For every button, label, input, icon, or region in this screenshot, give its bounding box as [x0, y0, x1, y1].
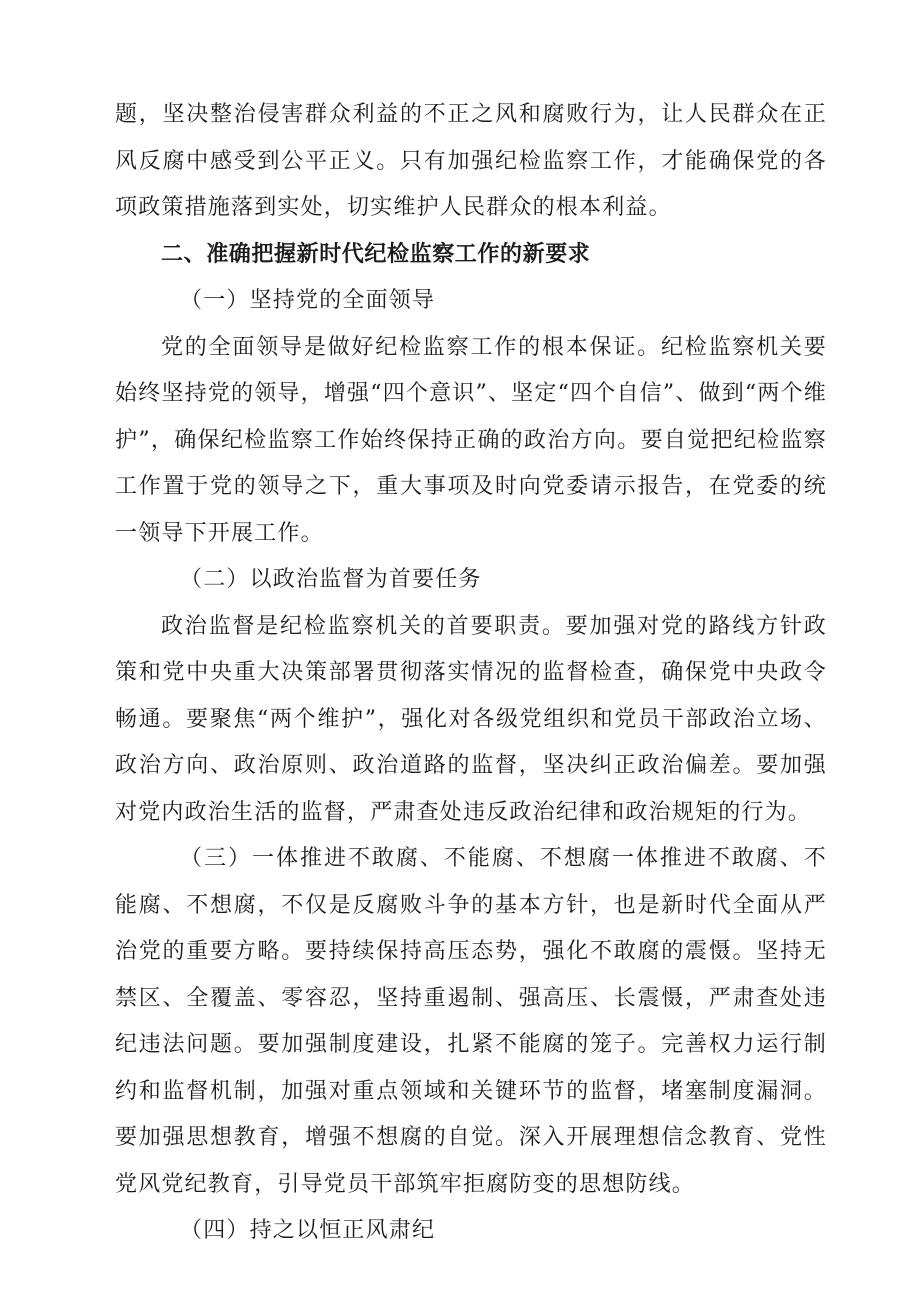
subheading-2: （二）以政治监督为首要任务 [180, 567, 482, 592]
subheading-1: （一）坚持党的全面领导 [180, 288, 436, 313]
section-heading-2: 二、准确把握新时代纪检监察工作的新要求 [161, 241, 591, 267]
paragraph-political-supervision: 政治监督是纪检监察机关的首要职责。要加强对党的路线方针政策和党中央重大决策部署贯彻落实情况的监督检查，确保党中央政令畅通。要聚焦“两个维护”，强化对各级党组织和党员干部政治立场、政治方向、政治原则、政治道路的监督，坚决纠正政治偏差。要加强对党内政治生活的监督，严肃查处违反政治纪律和政治规矩的行为。 [115, 613, 827, 825]
paragraph-party-leadership: 党的全面领导是做好纪检监察工作的根本保证。纪检监察机关要始终坚持党的领导，增强“四个意识”、坚定“四个自信”、做到“两个维护”，确保纪检监察工作始终保持正确的政治方向。要自觉把纪检监察工作置于党的领导之下，重大事项及时向党委请示报告，在党委的统一领导下开展工作。 [115, 334, 827, 546]
paragraph-continuation: 题，坚决整治侵害群众利益的不正之风和腐败行为，让人民群众在正风反腐中感受到公平正义。只有加强纪检监察工作，才能确保党的各项政策措施落到实处，切实维护人民群众的根本利益。 [115, 102, 827, 220]
subheading-3-paragraph: （三）一体推进不敢腐、不能腐、不想腐一体推进不敢腐、不能腐、不想腐，不仅是反腐败斗争的基本方针，也是新时代全面从严治党的重要方略。要持续保持高压态势，强化不敢腐的震慑。坚持无禁区、全覆盖、零容忍，坚持重遏制、强高压、长震慑，严肃查处违纪违法问题。要加强制度建设，扎紧不能腐的笼子。完善权力运行制约和监督机制，加强对重点领域和关键环节的监督，堵塞制度漏洞。要加强思想教育，增强不想腐的自觉。深入开展理想信念教育、党性党风党纪教育，引导党员干部筑牢拒腐防变的思想防线。 [115, 846, 827, 1197]
subheading-4: （四）持之以恒正风肃纪 [180, 1218, 436, 1243]
document-body [115, 92, 827, 1255]
